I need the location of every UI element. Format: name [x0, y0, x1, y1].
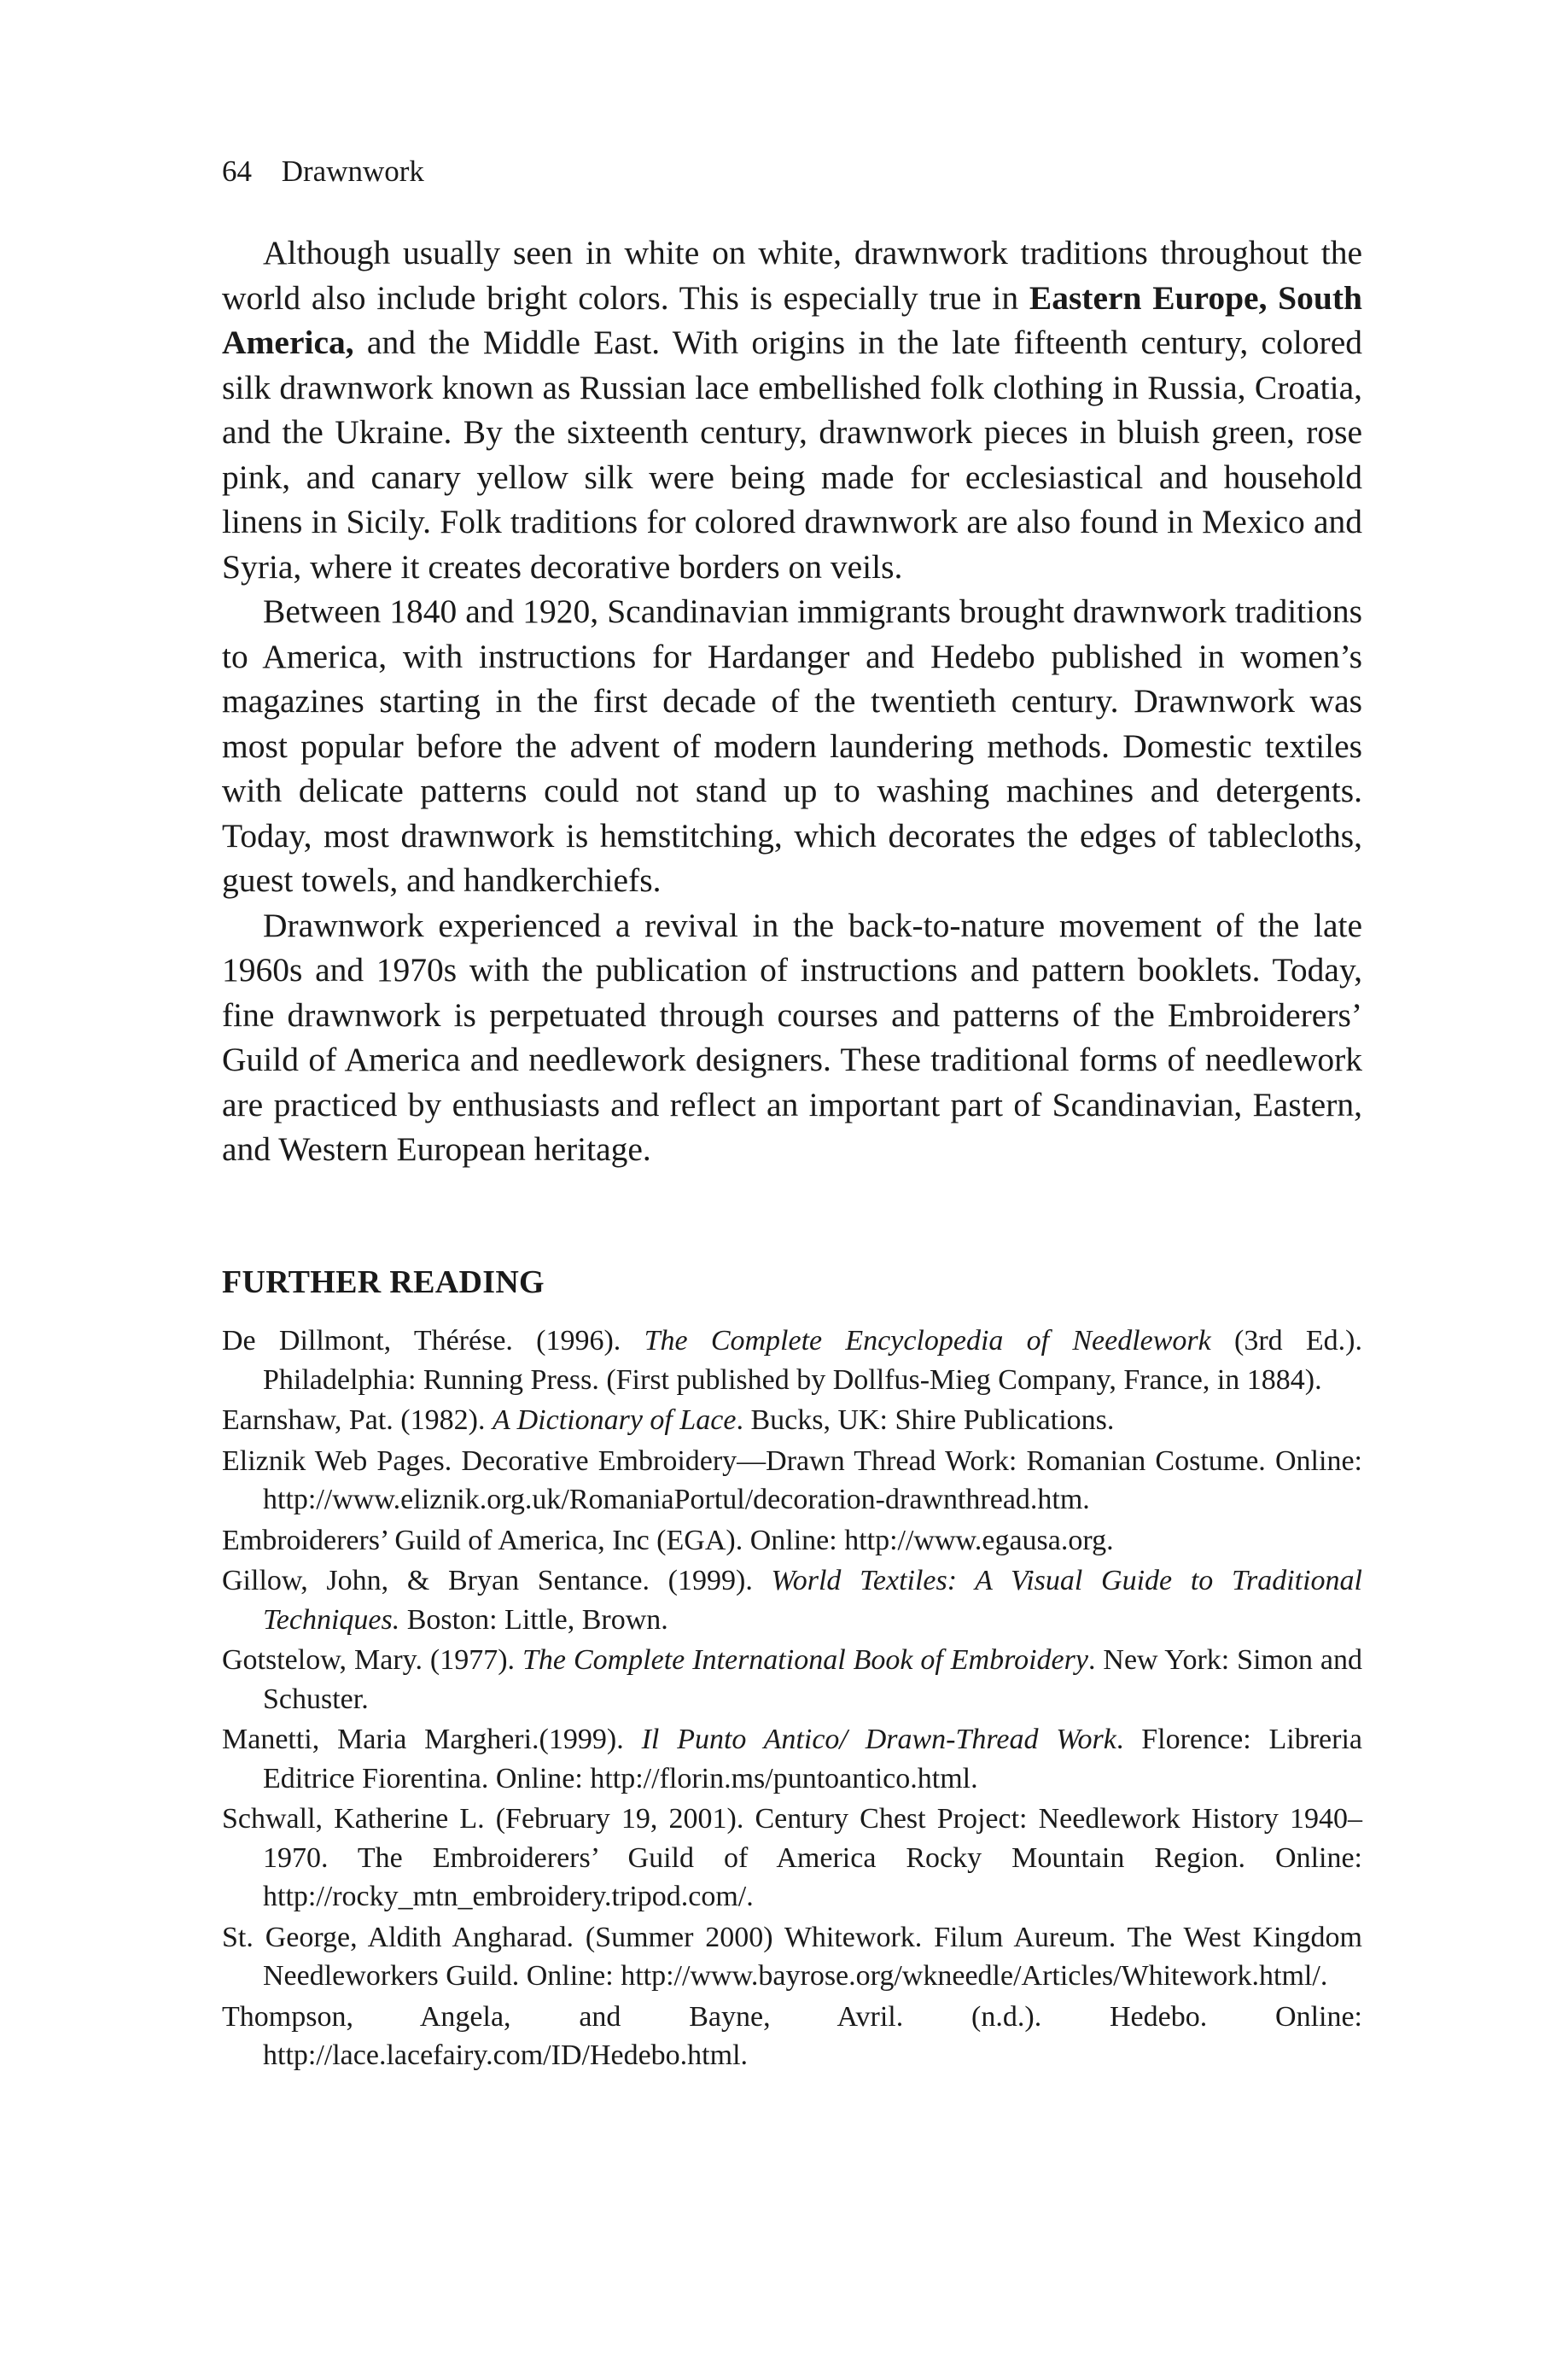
reference-text: Embroiderers’ Guild of America, Inc (EGA). Online: http://www.egausa.org.: [222, 1524, 1114, 1556]
paragraph-text: Although usually seen in white on white, drawnwork traditions throughout the world also include bright colors. This is especially true in: [222, 234, 1362, 317]
reference-text: Eliznik Web Pages. Decorative Embroidery—Drawn Thread Work: Romanian Costume. Online: http://www.eliznik.org.uk/RomaniaPortul/decoration-drawnthread.htm.: [222, 1444, 1362, 1515]
reference-title: The Complete International Book of Embroidery: [522, 1644, 1088, 1676]
reference-text: . Bucks, UK: Shire Publications.: [736, 1404, 1115, 1436]
reference-title: The Complete Encyclopedia of Needlework: [644, 1325, 1211, 1357]
running-title: Drawnwork: [281, 155, 424, 188]
running-header: [222, 152, 424, 191]
reference-title: A Dictionary of Lace: [492, 1404, 737, 1436]
reference-list: [222, 1322, 1362, 2077]
reference-item: [222, 1442, 1362, 1520]
reference-text: Gotstelow, Mary. (1977).: [222, 1644, 522, 1676]
reference-item: [222, 1998, 1362, 2075]
reference-text: Earnshaw, Pat. (1982).: [222, 1404, 493, 1436]
paragraph-text: and the Middle East. With origins in the late fifteenth century, colored silk drawnwork known as Russian lace embellished folk clothing in Russia, Croatia, and the Ukraine. By the sixteenth century, drawnwork pieces in bluish green, rose pink, and canary yellow silk were being made for ecclesiastical and household linens in Sicily. Folk traditions for colored drawnwork are also found in Mexico and Syria, where it creates decorative borders on veils.: [222, 324, 1362, 586]
reference-item: [222, 1800, 1362, 1917]
reference-text: Manetti, Maria Margheri.(1999).: [222, 1724, 642, 1755]
reference-title: World Textiles: A Visual Guide to Traditional Techniques.: [263, 1565, 1363, 1636]
reference-text: St. George, Aldith Angharad. (Summer 2000) Whitework. Filum Aureum. The West Kingdom Needleworkers Guild. Online: http://www.bayrose.org/wkneedle/Articles/Whitework.html/.: [222, 1921, 1362, 1992]
reference-text: Gillow, John, & Bryan Sentance. (1999).: [222, 1565, 772, 1596]
reference-text: . New York: Simon and Schuster.: [263, 1644, 1362, 1715]
reference-text: Boston: Little, Brown.: [399, 1603, 668, 1636]
bold-term: Eastern Europe, South America,: [222, 278, 1362, 361]
reference-title: Il Punto Antico/ Drawn-Thread Work: [641, 1724, 1116, 1755]
reference-item: [222, 1322, 1362, 1399]
further-reading-heading: FURTHER READING: [222, 1264, 545, 1300]
reference-item: [222, 1521, 1362, 1561]
reference-item: [222, 1641, 1362, 1718]
body-text: [222, 230, 1362, 1172]
reference-text: De Dillmont, Thérése. (1996).: [222, 1325, 644, 1357]
reference-text: Thompson, Angela, and Bayne, Avril. (n.d.). Hedebo. Online: http://lace.lacefairy.com/ID/Hedebo.html.: [222, 2000, 1362, 2071]
reference-text: Schwall, Katherine L. (February 19, 2001). Century Chest Project: Needlework History 1940–1970. The Embroiderers’ Guild of America Rocky Mountain Region. Online: http://rocky_mtn_embroidery.tripod.com/.: [222, 1803, 1362, 1912]
reference-text: (3rd Ed.). Philadelphia: Running Press. (First published by Dollfus-Mieg Company, France, in 1884).: [263, 1325, 1362, 1396]
reference-item: [222, 1918, 1362, 1996]
paragraph-3: Drawnwork experienced a revival in the back-to-nature movement of the late 1960s and 1970s with the publication of instructions and pattern booklets. Today, fine drawnwork is perpetuated through courses and patterns of the Embroiderers’ Guild of America and needlework designers. These traditional forms of needlework are practiced by enthusiasts and reflect an important part of Scandinavian, Eastern, and Western European heritage.: [222, 906, 1362, 1168]
reference-item: [222, 1401, 1362, 1440]
paragraph-2: Between 1840 and 1920, Scandinavian immigrants brought drawnwork traditions to America, with instructions for Hardanger and Hedebo published in women’s magazines starting in the first decade of the twentieth century. Drawnwork was most popular before the advent of modern laundering methods. Domestic textiles with delicate patterns could not stand up to washing machines and detergents. Today, most drawnwork is hemstitching, which decorates the edges of tablecloths, guest towels, and handkerchiefs.: [222, 592, 1362, 899]
paragraph-1: [222, 230, 1362, 589]
reference-text: . Florence: Libreria Editrice Fiorentina. Online: http://florin.ms/puntoantico.html.: [263, 1724, 1362, 1794]
page-number: 64: [222, 155, 252, 188]
reference-item: [222, 1720, 1362, 1798]
reference-item: [222, 1561, 1362, 1639]
